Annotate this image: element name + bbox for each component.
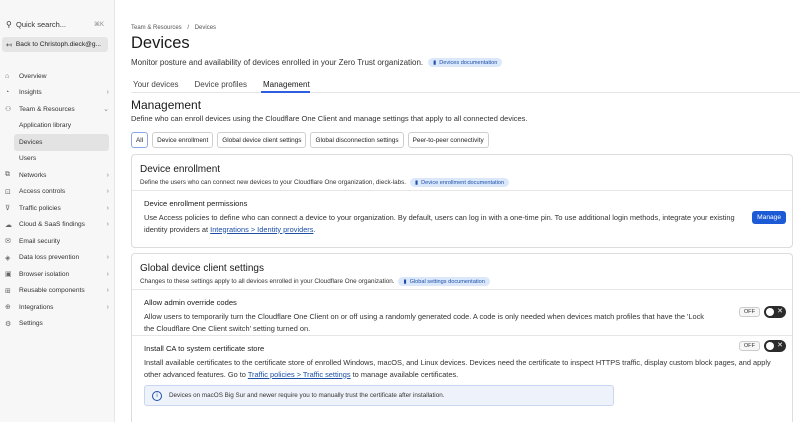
chevron-right-icon: › — [106, 204, 109, 212]
filter-peer-to-peer-connectivity[interactable]: Peer-to-peer connectivity — [408, 132, 489, 148]
row-description-text: Install available certificates to the certificate store of enrolled Windows, macOS, and Linux devices. Devices need the certificate to inspect HTTPS traffic, display custom block pages, and apply other advanced features. Go to — [144, 358, 771, 379]
row-description-text: Use Access policies to define who can connect a device to your organization. By default, users can log in with a one-time pin. To use additional login methods, integrate your existing identity providers at — [144, 213, 735, 234]
chevron-right-icon: › — [106, 188, 109, 196]
toggle-switch[interactable] — [764, 306, 786, 318]
doc-link-label: Global settings documentation — [409, 278, 485, 285]
filter-global-disconnection-settings[interactable]: Global disconnection settings — [310, 132, 403, 148]
page-title: Devices — [131, 34, 190, 52]
sidebar-item-label: Reusable components — [19, 287, 85, 295]
sidebar-item-users[interactable] — [0, 151, 115, 168]
gear-icon: ⚙ — [5, 320, 12, 328]
sidebar-item-label: Browser isolation — [19, 270, 70, 278]
sidebar — [0, 0, 115, 422]
sidebar-item-label: Overview — [19, 72, 47, 80]
card-title: Global device client settings — [140, 263, 264, 274]
device-enrollment-documentation-link[interactable] — [410, 178, 509, 187]
sidebar-item-label: Settings — [19, 320, 43, 328]
row-description-text: to manage available certificates. — [350, 369, 459, 379]
breadcrumb-current: Devices — [194, 25, 217, 31]
enrollment-permissions-row — [132, 191, 792, 248]
search-shortcut: ⌘K — [93, 21, 104, 28]
device-enrollment-card — [131, 154, 793, 248]
sidebar-nav — [0, 68, 115, 332]
sidebar-item-reusable-components[interactable] — [0, 283, 115, 300]
sidebar-item-label: Networks — [19, 171, 47, 179]
mail-icon: ✉ — [5, 238, 11, 246]
sidebar-item-insights[interactable] — [0, 85, 115, 102]
row-description-text: . — [313, 224, 316, 234]
back-arrow-icon: ↤ — [6, 41, 12, 49]
chevron-right-icon: › — [106, 270, 109, 278]
filter-all[interactable]: All — [131, 132, 148, 148]
sidebar-item-settings[interactable] — [0, 316, 115, 333]
filter-bar — [131, 132, 489, 148]
sidebar-item-traffic-policies[interactable] — [0, 200, 115, 217]
card-subtitle — [140, 178, 784, 187]
sidebar-item-application-library[interactable] — [0, 118, 115, 135]
quick-search[interactable] — [3, 14, 107, 34]
sidebar-item-label: Cloud & SaaS findings — [19, 221, 85, 229]
info-text: Devices on macOS Big Sur and newer require you to manually trust the certificate after installation. — [169, 392, 445, 399]
tab-bar — [131, 77, 800, 93]
page-subtitle-text: Monitor posture and availability of devices enrolled in your Zero Trust organization. — [131, 58, 424, 67]
sidebar-item-label: Traffic policies — [19, 204, 61, 212]
doc-link-label: Devices documentation — [439, 59, 498, 66]
devices-documentation-link[interactable] — [428, 58, 502, 67]
filter-icon: ⊽ — [5, 205, 11, 213]
sidebar-item-label: Data loss prevention — [19, 254, 80, 262]
info-icon: i — [152, 391, 162, 401]
sidebar-item-cloud-saas[interactable] — [0, 217, 115, 234]
close-icon: ✕ — [777, 308, 783, 315]
traffic-settings-link[interactable]: Traffic policies > Traffic settings — [247, 369, 351, 379]
toggle-state-label: OFF — [739, 341, 760, 351]
toggle-state-label: OFF — [739, 307, 760, 317]
global-settings-documentation-link[interactable] — [398, 277, 489, 286]
row-title: Install CA to system certificate store — [144, 344, 265, 353]
breadcrumb-parent[interactable]: Team & Resources — [131, 25, 182, 31]
card-subtitle — [140, 277, 784, 286]
sidebar-item-devices[interactable] — [14, 134, 109, 151]
search-input[interactable]: Quick search... — [16, 19, 67, 29]
sidebar-item-label: Users — [19, 155, 37, 163]
page-subtitle — [131, 58, 502, 67]
sidebar-item-networks[interactable] — [0, 167, 115, 184]
chevron-right-icon: › — [106, 287, 109, 295]
global-settings-card — [131, 253, 793, 422]
row-title: Allow admin override codes — [144, 298, 237, 307]
sidebar-item-label: Insights — [19, 89, 42, 97]
sidebar-item-integrations[interactable] — [0, 299, 115, 316]
insights-icon: ◔ — [5, 89, 10, 97]
row-description — [144, 212, 744, 235]
sidebar-item-browser-isolation[interactable] — [0, 266, 115, 283]
card-subtitle-text: Define the users who can connect new devices to your Cloudflare One organization, dieck-labs. — [140, 179, 407, 186]
chevron-right-icon: › — [106, 221, 109, 229]
shield-icon: ◈ — [5, 254, 11, 262]
chevron-right-icon: › — [106, 89, 109, 97]
book-icon: ▮ — [433, 59, 437, 66]
home-icon: ⌂ — [5, 72, 10, 80]
components-icon: ⊞ — [5, 287, 11, 295]
tab-device-profiles[interactable]: Device profiles — [194, 80, 247, 89]
sidebar-item-email-security[interactable] — [0, 233, 115, 250]
sidebar-item-label: Access controls — [19, 188, 66, 196]
identity-providers-link[interactable]: Integrations > Identity providers — [210, 224, 314, 234]
doc-link-label: Device enrollment documentation — [421, 179, 505, 186]
sidebar-item-label: Application library — [19, 122, 72, 130]
card-title: Device enrollment — [140, 164, 221, 175]
sidebar-item-label: Integrations — [19, 303, 54, 311]
chevron-right-icon: › — [106, 171, 109, 179]
chevron-right-icon: › — [106, 254, 109, 262]
browser-icon: ▣ — [5, 271, 12, 279]
card-header — [132, 254, 792, 290]
sidebar-item-label: Email security — [19, 237, 61, 245]
admin-override-row — [132, 290, 792, 336]
cloud-icon: ☁ — [5, 221, 12, 229]
toggle-switch[interactable] — [764, 340, 786, 352]
lock-icon: ⊡ — [5, 188, 11, 196]
search-icon: ⚲ — [6, 19, 12, 29]
breadcrumb — [131, 25, 216, 31]
sidebar-item-data-loss-prevention[interactable] — [0, 250, 115, 267]
book-icon: ▮ — [403, 278, 407, 285]
row-description: Allow users to temporarily turn the Cloudflare One Client on or off using a randomly generated code. A code is only needed when devices match profiles that have the 'Lock the Cloudflare One Client switch' setting turned on. — [144, 312, 704, 333]
install-ca-row — [132, 336, 792, 422]
plug-icon: ⊕ — [5, 304, 11, 312]
sidebar-item-access-controls[interactable] — [0, 184, 115, 201]
close-icon: ✕ — [777, 342, 783, 349]
network-icon: ⧉ — [5, 171, 10, 179]
back-label: Back to Christoph.dieck@g... — [15, 41, 101, 48]
tab-management[interactable]: Management — [261, 77, 310, 93]
manage-button[interactable]: Manage — [752, 211, 786, 224]
book-icon: ▮ — [415, 179, 419, 186]
filter-global-device-client-settings[interactable]: Global device client settings — [217, 132, 306, 148]
back-to-account-button[interactable] — [2, 37, 108, 52]
card-subtitle-text: Changes to these settings apply to all devices enrolled in your Cloudflare One organization. — [140, 278, 395, 285]
sidebar-item-overview[interactable] — [0, 68, 115, 85]
sidebar-item-team-resources[interactable] — [0, 101, 115, 118]
macos-info-banner — [144, 385, 614, 406]
chevron-down-icon: ⌄ — [103, 106, 109, 114]
admin-override-toggle[interactable] — [739, 306, 786, 318]
sidebar-item-label: Team & Resources — [19, 105, 75, 113]
row-description — [144, 357, 784, 380]
breadcrumb-separator: / — [187, 25, 190, 31]
chevron-right-icon: › — [106, 303, 109, 311]
sidebar-item-label: Devices — [19, 138, 43, 146]
team-icon: ⚇ — [5, 106, 12, 114]
section-title: Management — [131, 98, 202, 112]
card-header — [132, 155, 792, 191]
tab-your-devices[interactable]: Your devices — [133, 80, 179, 89]
row-title: Device enrollment permissions — [144, 199, 248, 208]
main-content — [115, 0, 800, 422]
install-ca-toggle[interactable] — [739, 340, 786, 352]
section-description: Define who can enroll devices using the Cloudflare One Client and manage settings that apply to all connected devices. — [131, 114, 528, 123]
filter-device-enrollment[interactable]: Device enrollment — [152, 132, 213, 148]
